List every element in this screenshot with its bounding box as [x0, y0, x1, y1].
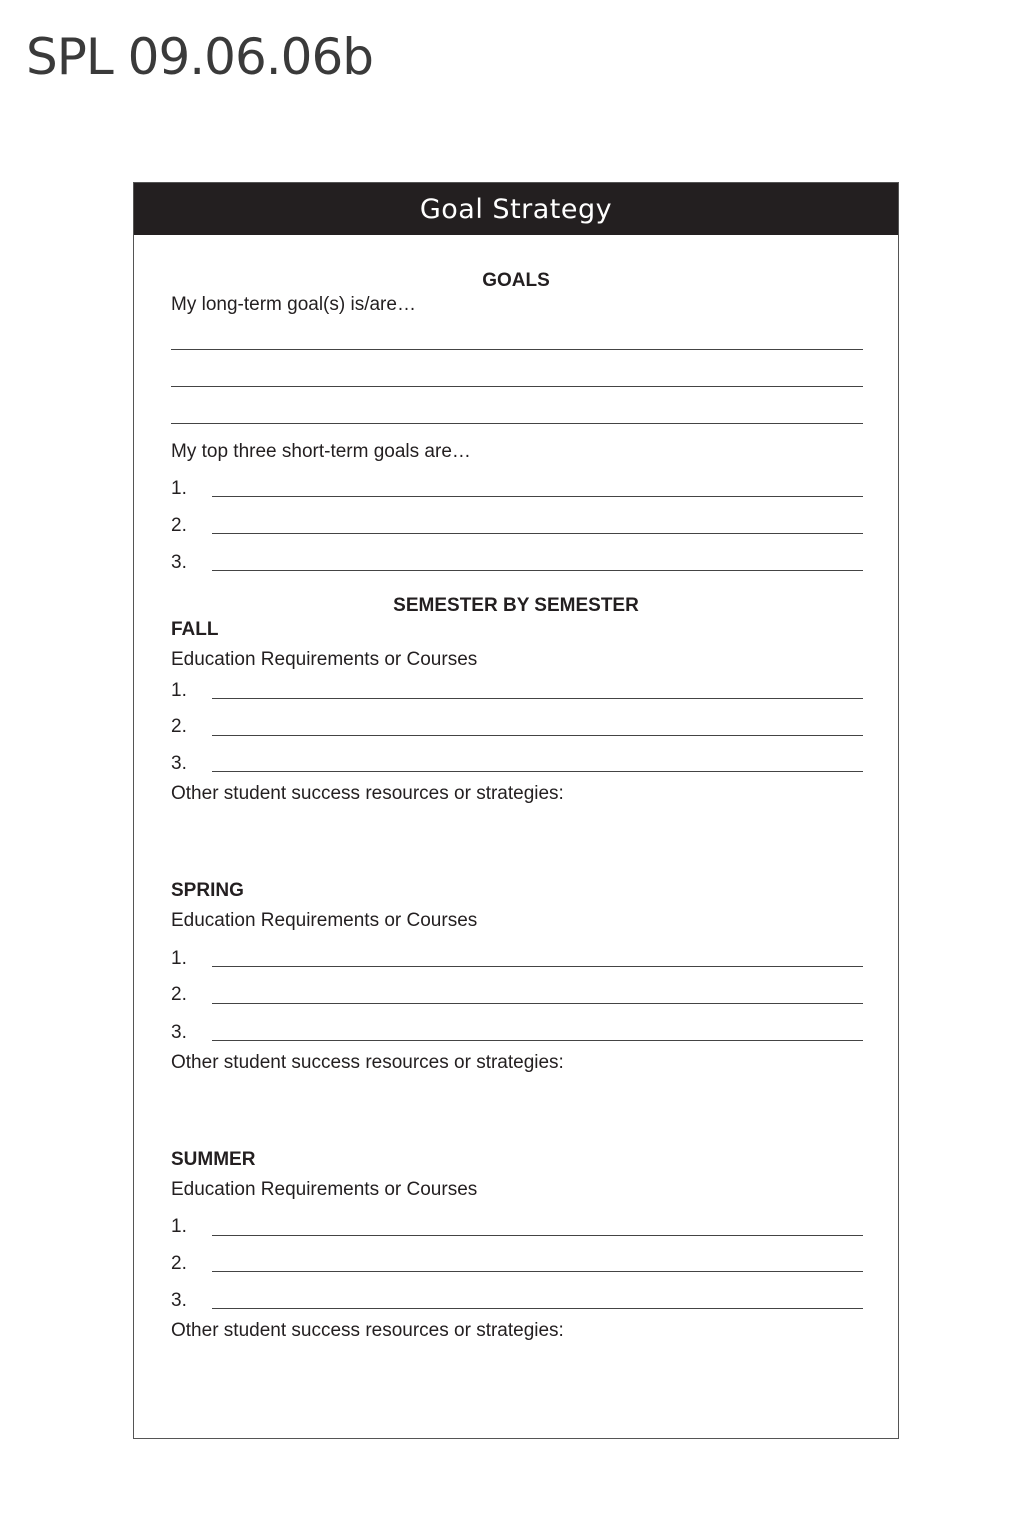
long-term-goal-line-1[interactable] — [171, 349, 863, 350]
page-label: SPL 09.06.06b — [26, 28, 374, 86]
spring-course-line-1[interactable] — [212, 966, 863, 967]
fall-course-line-1[interactable] — [212, 698, 863, 699]
form-title: Goal Strategy — [134, 183, 898, 235]
fall-course-line-3[interactable] — [212, 771, 863, 772]
summer-heading: SUMMER — [171, 1149, 256, 1170]
fall-course-number-1: 1. — [171, 680, 187, 701]
long-term-goal-line-2[interactable] — [171, 386, 863, 387]
summer-requirements-label: Education Requirements or Courses — [171, 1179, 478, 1200]
fall-course-line-2[interactable] — [212, 735, 863, 736]
summer-course-number-1: 1. — [171, 1216, 187, 1237]
short-term-goal-number-2: 2. — [171, 515, 187, 536]
spring-heading: SPRING — [171, 880, 244, 901]
semester-heading: SEMESTER BY SEMESTER — [393, 595, 639, 616]
fall-course-number-2: 2. — [171, 716, 187, 737]
spring-course-line-2[interactable] — [212, 1003, 863, 1004]
summer-course-number-3: 3. — [171, 1290, 187, 1311]
short-term-goal-line-2[interactable] — [212, 533, 863, 534]
spring-course-number-3: 3. — [171, 1022, 187, 1043]
fall-heading: FALL — [171, 619, 219, 640]
goals-heading: GOALS — [482, 270, 550, 291]
long-term-goal-prompt: My long-term goal(s) is/are… — [171, 294, 416, 315]
spring-course-number-2: 2. — [171, 984, 187, 1005]
spring-requirements-label: Education Requirements or Courses — [171, 910, 478, 931]
fall-course-number-3: 3. — [171, 753, 187, 774]
summer-course-line-1[interactable] — [212, 1235, 863, 1236]
spring-course-line-3[interactable] — [212, 1040, 863, 1041]
summer-course-line-2[interactable] — [212, 1271, 863, 1272]
short-term-goal-line-1[interactable] — [212, 496, 863, 497]
summer-course-number-2: 2. — [171, 1253, 187, 1274]
short-term-goal-prompt: My top three short-term goals are… — [171, 441, 471, 462]
short-term-goal-number-3: 3. — [171, 552, 187, 573]
goal-strategy-form — [133, 182, 899, 1439]
spring-other-resources-label: Other student success resources or strategies: — [171, 1052, 564, 1073]
short-term-goal-line-3[interactable] — [212, 570, 863, 571]
fall-other-resources-label: Other student success resources or strategies: — [171, 783, 564, 804]
summer-course-line-3[interactable] — [212, 1308, 863, 1309]
summer-other-resources-label: Other student success resources or strategies: — [171, 1320, 564, 1341]
spring-course-number-1: 1. — [171, 948, 187, 969]
short-term-goal-number-1: 1. — [171, 478, 187, 499]
fall-requirements-label: Education Requirements or Courses — [171, 649, 478, 670]
long-term-goal-line-3[interactable] — [171, 423, 863, 424]
